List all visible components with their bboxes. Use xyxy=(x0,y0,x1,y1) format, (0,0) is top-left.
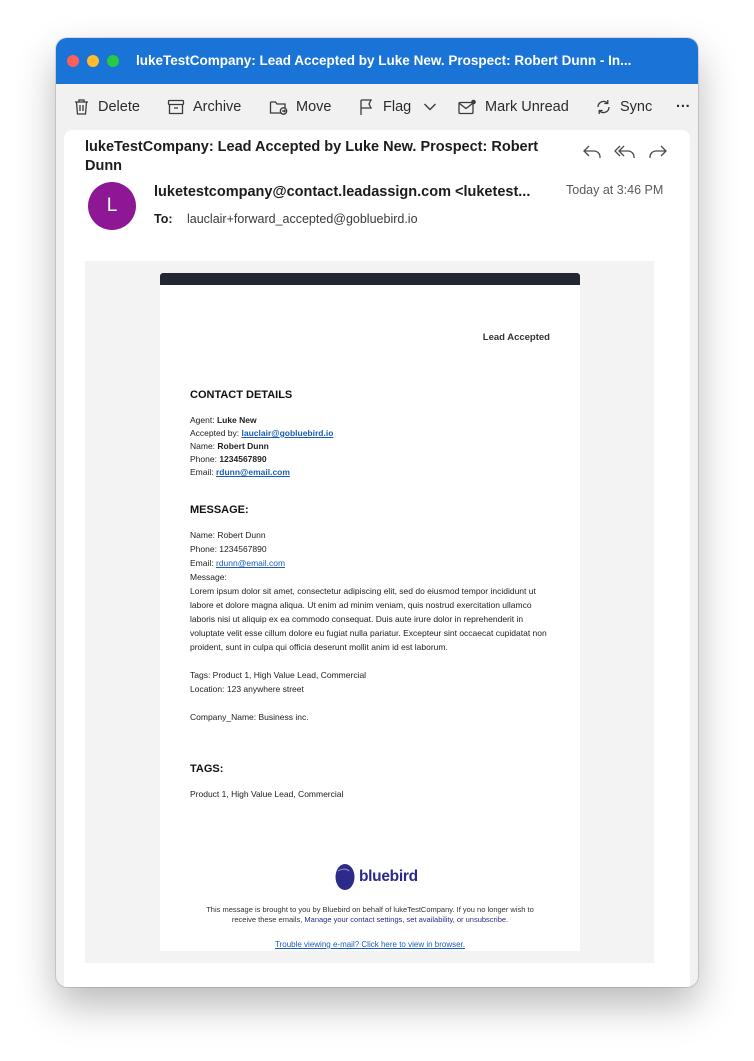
bluebird-logo-text: bluebird xyxy=(359,868,418,885)
email-header-bar xyxy=(160,273,580,285)
chevron-down-icon xyxy=(423,102,437,112)
mail-window xyxy=(56,38,698,987)
email-link[interactable]: rdunn@email.com xyxy=(215,467,290,477)
accepted-by-line: Accepted by: lauclair@gobluebird.io xyxy=(190,428,334,438)
delete-button[interactable] xyxy=(73,84,140,130)
folder-move-icon xyxy=(269,99,288,115)
minimize-window-button[interactable] xyxy=(87,55,99,67)
move-label: Move xyxy=(296,99,332,115)
recipient-address[interactable]: lauclair+forward_accepted@gobluebird.io xyxy=(187,212,418,226)
move-button[interactable] xyxy=(269,84,331,130)
flag-label: Flag xyxy=(383,99,412,115)
more-actions-button[interactable]: ··· xyxy=(676,99,691,115)
phone-line: Phone: 1234567890 xyxy=(190,454,267,464)
sync-icon xyxy=(595,98,612,116)
sender-address[interactable]: luketestcompany@contact.leadassign.com <luketest... xyxy=(154,184,531,200)
window-title: lukeTestCompany: Lead Accepted by Luke New. Prospect: Robert Dunn - In... xyxy=(136,53,632,68)
name-line: Name: Robert Dunn xyxy=(190,441,269,451)
flag-button[interactable] xyxy=(359,84,411,130)
reply-all-icon[interactable] xyxy=(614,144,636,160)
view-in-browser-link[interactable]: Trouble viewing e-mail? Click here to view in browser. xyxy=(275,940,465,949)
flag-dropdown-button[interactable] xyxy=(423,84,445,130)
close-window-button[interactable] xyxy=(67,55,79,67)
mark-unread-button[interactable] xyxy=(458,84,569,130)
accepted-by-link[interactable]: lauclair@gobluebird.io xyxy=(241,428,334,438)
contact-details-heading: CONTACT DETAILS xyxy=(190,389,293,401)
msg-tags-line: Tags: Product 1, High Value Lead, Commercial xyxy=(190,670,367,680)
msg-message-label: Message: xyxy=(190,572,227,582)
toolbar xyxy=(56,84,698,130)
envelope-unread-icon xyxy=(458,99,477,115)
footer-text: This message is brought to you by Bluebird on behalf of lukeTestCompany. If you no longer wish to receive these emails, Manage your contact settings, set availability, or unsubscribe. xyxy=(206,905,534,924)
name-value: Robert Dunn xyxy=(217,441,269,451)
to-label: To: xyxy=(154,212,173,226)
message-heading: MESSAGE: xyxy=(190,504,249,516)
archive-icon xyxy=(167,99,185,115)
reading-pane xyxy=(64,130,690,987)
trash-icon xyxy=(73,98,90,116)
email-line: Email: rdunn@email.com xyxy=(190,467,290,477)
msg-phone-line: Phone: 1234567890 xyxy=(190,544,267,554)
title-bar[interactable] xyxy=(56,38,698,84)
tags-value: Product 1, High Value Lead, Commercial xyxy=(190,789,344,799)
flag-icon xyxy=(359,98,375,116)
sync-button[interactable] xyxy=(595,84,652,130)
phone-value: 1234567890 xyxy=(219,454,267,464)
msg-location-line: Location: 123 anywhere street xyxy=(190,684,304,694)
bluebird-logo xyxy=(334,863,418,891)
email-body xyxy=(85,261,654,963)
forward-icon[interactable] xyxy=(648,144,668,160)
archive-button[interactable] xyxy=(167,84,241,130)
message-subject: lukeTestCompany: Lead Accepted by Luke New. Prospect: Robert Dunn xyxy=(85,139,539,174)
sender-avatar: L xyxy=(88,182,136,230)
lead-accepted-label: Lead Accepted xyxy=(482,332,550,343)
reply-icon[interactable] xyxy=(582,144,602,160)
message-timestamp: Today at 3:46 PM xyxy=(566,183,664,197)
msg-body: Lorem ipsum dolor sit amet, consectetur adipiscing elit, sed do eiusmod tempor incididunt ut labore et dolore magna aliqua. Ut enim ad minim veniam, quis nostrud exercitation ullamco laboris nisi ut aliquip ex ea commodo consequat. Duis aute irure dolor in reprehenderit in voluptate velit esse cillum dolore eu fugiat nulla pariatur. Excepteur sint occaecat cupidatat non proident, sunt in culpa qui officia deserunt mollit anim id est laborum. xyxy=(190,586,547,652)
msg-name-line: Name: Robert Dunn xyxy=(190,530,266,540)
archive-label: Archive xyxy=(193,99,242,115)
agent-value: Luke New xyxy=(216,415,257,425)
msg-email-link[interactable]: rdunn@email.com xyxy=(215,558,286,568)
tags-heading: TAGS: xyxy=(190,763,224,775)
sync-label: Sync xyxy=(620,99,653,115)
manage-settings-link[interactable]: Manage your contact settings, set availability, or unsubscribe. xyxy=(304,915,509,924)
msg-email-line: Email: rdunn@email.com xyxy=(190,558,286,568)
bluebird-logo-icon xyxy=(334,863,356,891)
agent-line: Agent: Luke New xyxy=(190,415,257,425)
delete-label: Delete xyxy=(98,99,140,115)
msg-company-line: Company_Name: Business inc. xyxy=(190,712,309,722)
email-card xyxy=(160,273,580,951)
zoom-window-button[interactable] xyxy=(107,55,119,67)
mark-unread-label: Mark Unread xyxy=(485,99,569,115)
